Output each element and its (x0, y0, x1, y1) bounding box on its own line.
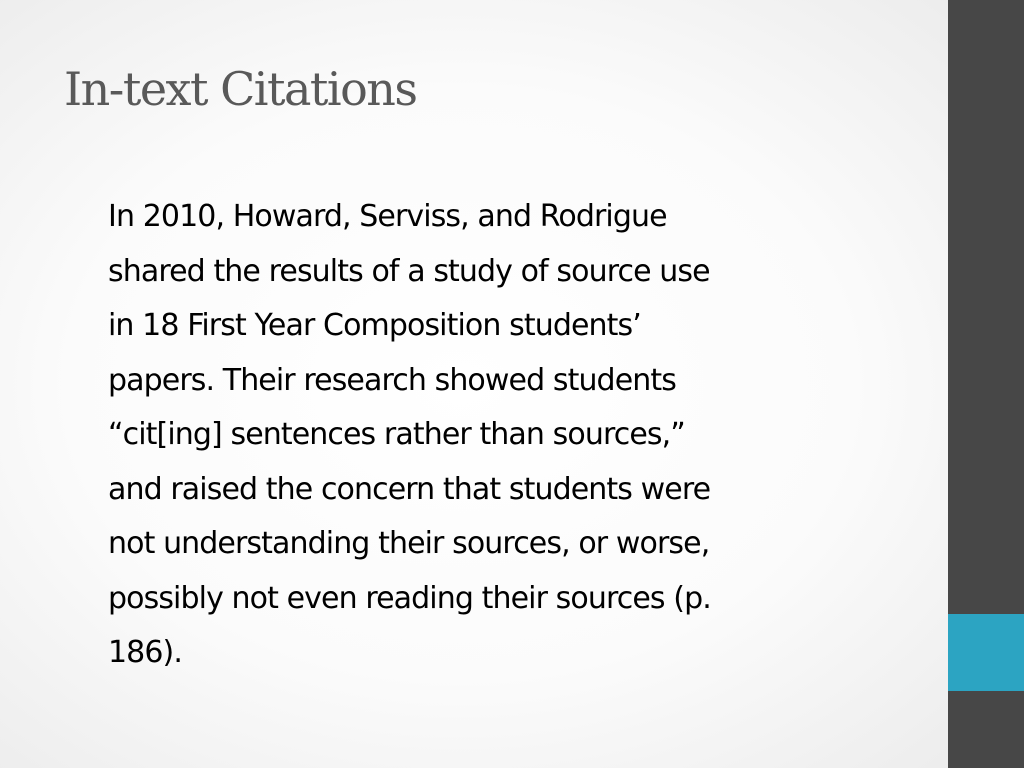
slide-title: In-text Citations (64, 62, 417, 116)
body-line: In 2010, Howard, Serviss, and Rodrigue (108, 199, 667, 234)
body-line: 186). (108, 635, 183, 670)
slide-body-text (108, 190, 908, 681)
decorative-sidebar (948, 0, 1024, 768)
body-line: papers. Their research showed students (108, 362, 676, 398)
body-line: and raised the concern that students were (108, 471, 711, 507)
body-line: possibly not even reading their sources (p. (108, 580, 711, 616)
sidebar-accent-block (948, 614, 1024, 691)
body-line: not understanding their sources, or worse, (108, 526, 710, 561)
body-line: shared the results of a study of source use (108, 253, 710, 289)
body-line: in 18 First Year Composition students’ (108, 308, 641, 343)
body-line: “cit[ing] sentences rather than sources,” (108, 417, 685, 452)
